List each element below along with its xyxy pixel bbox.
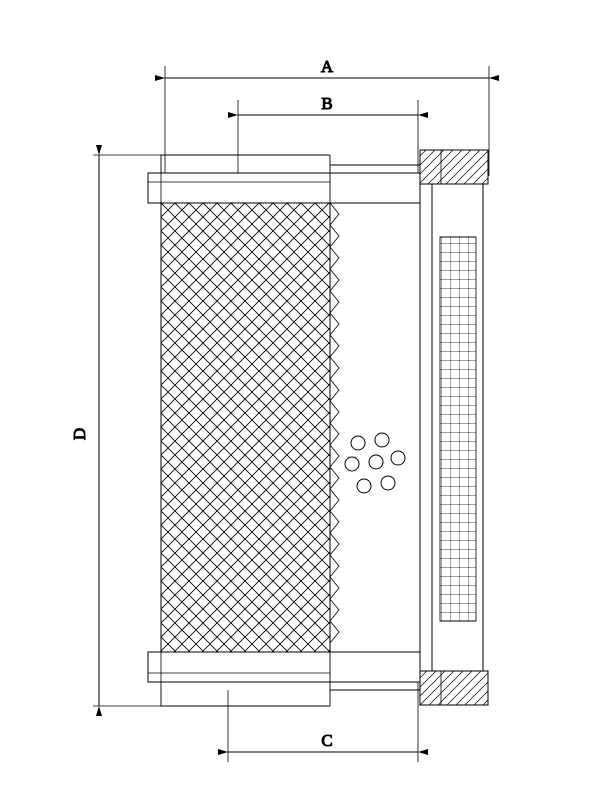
inner-support-tube [330, 203, 420, 652]
top-end-cap [148, 155, 420, 203]
bottom-end-cap [148, 652, 420, 706]
dimension-d-label: D [70, 427, 89, 441]
mesh-screen-panel [440, 237, 476, 621]
dimension-a-label: A [320, 57, 334, 76]
filter-media-hatched [161, 203, 330, 652]
dimension-c-label: C [321, 731, 333, 750]
dimension-b-label: B [321, 94, 333, 113]
